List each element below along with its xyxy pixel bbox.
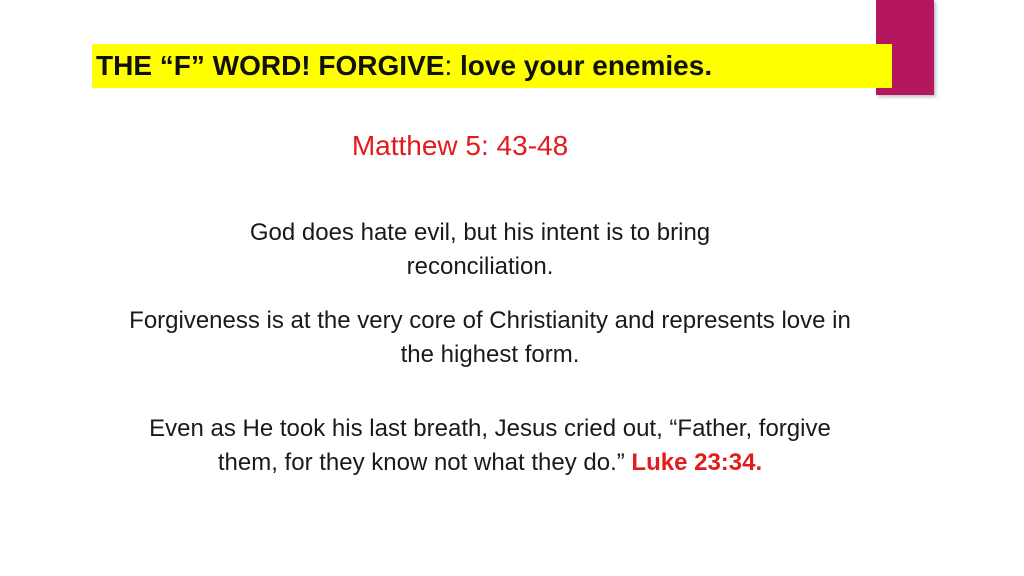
luke-reference: Luke 23:34.: [631, 449, 763, 476]
paragraph-hate-evil: God does hate evil, but his intent is to bring reconciliation.: [249, 219, 711, 280]
scripture-reference: Matthew 5: 43-48: [351, 130, 569, 161]
slide-title: [96, 49, 712, 83]
last-breath-quote: Even as He took his last breath, Jesus cried out, “Father, forgive them, for they know not what they do.”: [149, 415, 831, 476]
title-rest: love your enemies.: [452, 50, 713, 81]
title-colon: :: [444, 50, 453, 81]
paragraph-last-breath: [120, 412, 860, 480]
title-main: THE “F” WORD! FORGIVE: [96, 50, 445, 81]
paragraph-forgiveness: Forgiveness is at the very core of Christianity and represents love in the highest form.: [129, 307, 851, 368]
